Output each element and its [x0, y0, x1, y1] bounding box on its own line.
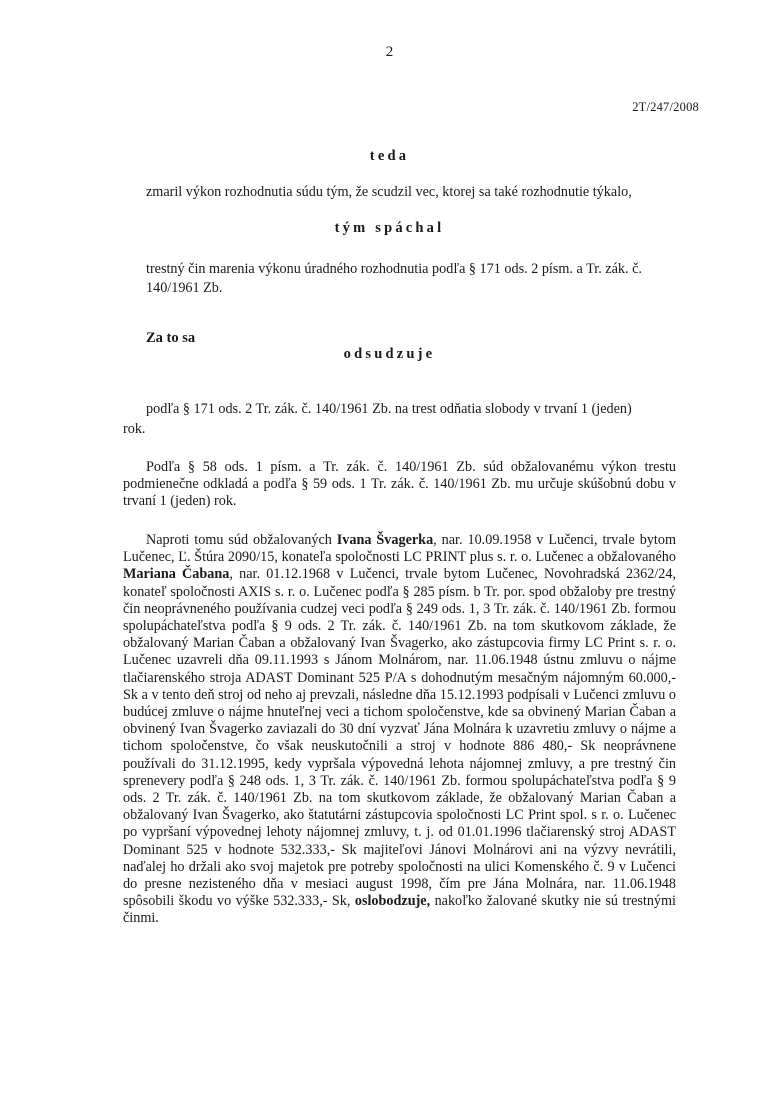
defendant-name-2: Mariana Čabana — [123, 566, 230, 583]
suspension-text: Podľa § 58 ods. 1 písm. a Tr. zák. č. 140/1961 Zb. súd obžalovanému výkon trestu podmienečne odkladá a podľa § 59 ods. 1 Tr. zák. č. 140/1961 Zb. mu určuje skúšobnú dobu v trvaní 1 (jeden) rok. — [123, 459, 676, 510]
acquittal-text-2: , nar. 10.09.1958 v Lučenci, trvale bytom Lučenec, Ľ. Štúra 2090/15, konateľa spoločnosti LC PRINT plus s. r. o. Lučenec a obžalovaného — [123, 532, 676, 566]
defendant-name-1: Ivana Švagerka — [336, 532, 434, 548]
penalty-line-1: podľa § 171 ods. 2 Tr. zák. č. 140/1961 Zb. na trest odňatia slobody v trvaní 1 (jeden) — [146, 401, 632, 417]
file-reference: 2T/247/2008 — [632, 100, 699, 114]
heading-za-to-sa: Za to sa — [146, 330, 196, 346]
acquittal-text-1: Naproti tomu súd obžalovaných — [146, 532, 337, 548]
act-description: zmaril výkon rozhodnutia súdu tým, že scudzil vec, ktorej sa také rozhodnutie týkalo, — [146, 184, 632, 200]
acquittal-paragraph — [123, 532, 676, 928]
suspension-paragraph — [123, 459, 676, 511]
offense-line-1: trestný čin marenia výkonu úradného rozhodnutia podľa § 171 ods. 2 písm. a Tr. zák. č. — [146, 261, 642, 277]
heading-teda: teda — [369, 148, 410, 164]
acquittal-text-4: nakoľko žalované skutky nie sú trestnými činmi. — [123, 893, 676, 927]
acquittal-verdict: oslobodzuje, — [354, 893, 431, 910]
acquittal-text-3: , nar. 01.12.1968 v Lučenci, trvale bytom Lučenec, Novohradská 2362/24, konateľ spoločnosti AXIS s. r. o. Lučenec podľa § 285 písm. b Tr. por. spod obžaloby pre trestný čin neoprávneného používania cudzej veci podľa § 249 ods. 1, 3 Tr. zák. č. 140/1961 Zb. formou spolupáchateľstva podľa § 9 ods. 2 Tr. zák. č. 140/1961 Zb. na tom skutkovom základe, že obžalovaný Marian Čaban a obžalovaný Ivan Švagerko, ako zástupcovia firmy LC Print s. r. o. Lučenec uzavreli dňa 09.11.1993 s Jánom Molnárom, nar. 11.06.1948 ústnu zmluvu o nájme tlačiarenského stroja ADAST Dominant 525 P/A s dohodnutým mesačným nájomným 60.000,- Sk a v tento deň stroj od neho aj prevzali, následne dňa 15.12.1993 podpísali v Lučenci zmluvu o budúcej zmluve o nájme hnuteľnej veci a tichom spoločenstve, kde sa obvinený Marian Čaban a obvinený Ivan Švagerko zaviazali do 30 dní vyzvať Jána Molnára k uzavretiu zmluvy o nájme a tichom spoločenstve, čo však neuskutočnili a stroj v hodnote 886 480,- Sk neoprávnene používali do 31.12.1995, kedy vypršala výpovedná lehota nájomnej zmluvy, a pre trestný čin sprenevery podľa § 248 ods. 1, 3 Tr. zák. č. 140/1961 Zb. formou spolupáchateľstva podľa § 9 ods. 2 Tr. zák. č. 140/1961 Zb. na tom skutkovom základe, že obžalovaný Marian Čaban a obžalovaný Ivan Švagerko, ako štatutárni zástupcovia spoločnosti LC Print spol. s r. o. Lučenec po vypršaní výpovednej lehoty nájomnej zmluvy, t. j. od 01.01.1996 tlačiarenský stroj ADAST Dominant 525 v hodnote 532.333,- Sk majiteľovi Jánovi Molnárovi ani na výzvy nevrátili, naďalej ho držali ako svoj majetok pre potreby spoločnosti na ulici Komenského č. 9 v Lučenci do presne nezisteného dňa v mesiaci august 1998, čím pre Jána Molnára, nar. 11.06.1948 spôsobili škodu vo výške 532.333,- Sk, — [123, 566, 676, 910]
heading-odsudzuje: odsudzuje — [343, 346, 436, 362]
penalty-line-2: rok. — [123, 421, 146, 437]
page-number: 2 — [385, 44, 394, 60]
heading-tym-spachal: tým spáchal — [334, 220, 445, 236]
offense-line-2: 140/1961 Zb. — [146, 280, 223, 296]
